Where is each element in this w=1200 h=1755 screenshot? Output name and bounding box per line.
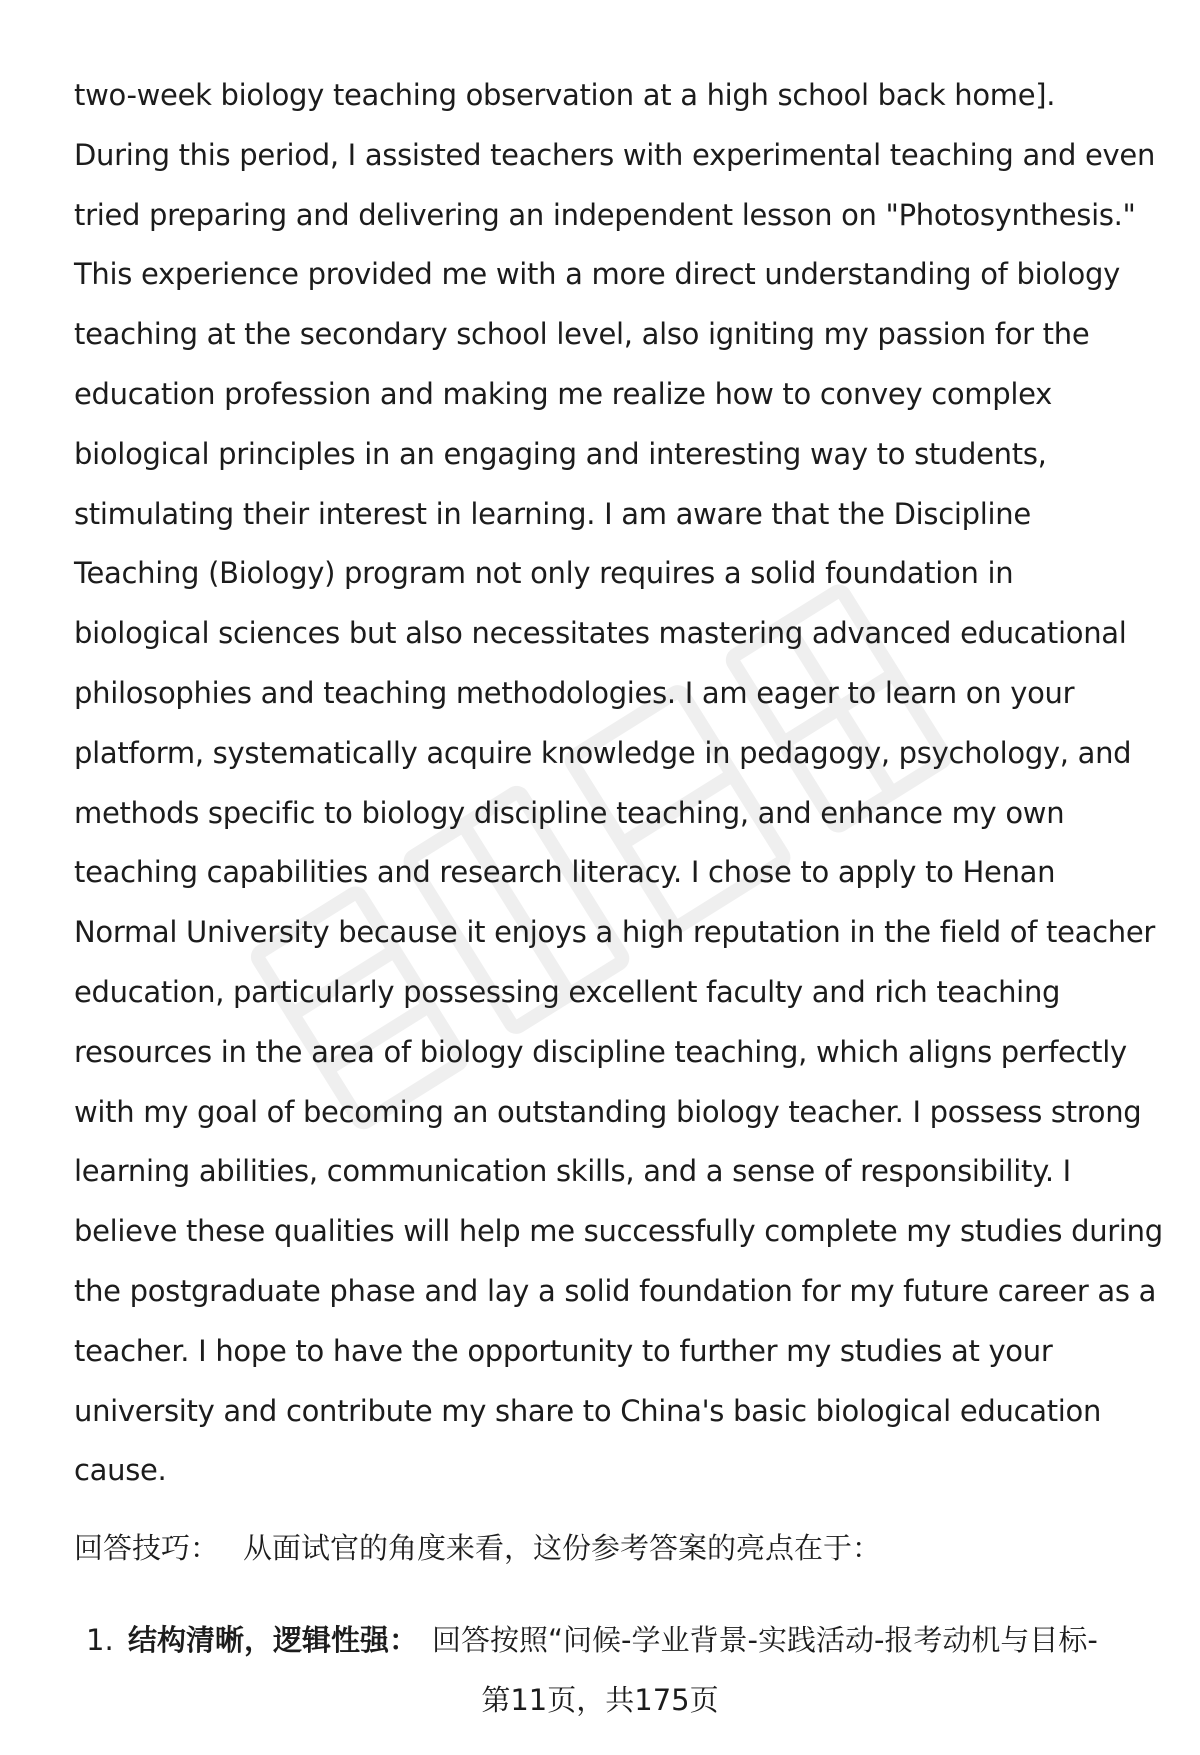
- point-text: 回答按照“问候-学业背景-实践活动-报考动机与目标-: [432, 1623, 1098, 1657]
- highlight-point: [86, 1620, 1176, 1660]
- body-line: learning abilities, communication skills, and a sense of responsibility. I: [74, 1154, 1071, 1189]
- body-line: teaching capabilities and research literacy. I chose to apply to Henan: [74, 855, 1056, 890]
- body-line: stimulating their interest in learning. I am aware that the Discipline: [74, 496, 1031, 531]
- body-line: Teaching (Biology) program not only requires a solid foundation in: [74, 556, 1014, 591]
- body-line: platform, systematically acquire knowledge in pedagogy, psychology, and: [74, 735, 1132, 770]
- body-line: cause.: [74, 1453, 167, 1488]
- body-line: with my goal of becoming an outstanding biology teacher. I possess strong: [74, 1094, 1142, 1129]
- body-line: Normal University because it enjoys a high reputation in the field of teacher: [74, 915, 1155, 950]
- body-line: This experience provided me with a more direct understanding of biology: [74, 257, 1120, 292]
- body-line: education, particularly possessing excellent faculty and rich teaching: [74, 974, 1061, 1009]
- body-line: university and contribute my share to China's basic biological education: [74, 1393, 1102, 1428]
- body-line: education profession and making me realize how to convey complex: [74, 376, 1053, 411]
- body-line: methods specific to biology discipline teaching, and enhance my own: [74, 795, 1065, 830]
- body-line: the postgraduate phase and lay a solid foundation for my future career as a: [74, 1273, 1157, 1308]
- body-line: teacher. I hope to have the opportunity to further my studies at your: [74, 1333, 1053, 1368]
- tips-text: 从面试官的角度来看，这份参考答案的亮点在于：: [243, 1531, 882, 1565]
- body-line: philosophies and teaching methodologies. I am eager to learn on your: [74, 675, 1075, 710]
- body-line: two-week biology teaching observation at a high school back home].: [74, 78, 1056, 112]
- body-line: biological principles in an engaging and interesting way to students,: [74, 436, 1047, 471]
- page-footer: [0, 1680, 1200, 1720]
- point-title: 结构清晰，逻辑性强：: [128, 1623, 419, 1657]
- body-line: During this period, I assisted teachers with experimental teaching and even: [74, 137, 1156, 172]
- body-line: biological sciences but also necessitates mastering advanced educational: [74, 616, 1127, 651]
- answer-tips: [74, 1528, 881, 1568]
- body-line: teaching at the secondary school level, also igniting my passion for the: [74, 317, 1090, 352]
- body-line: believe these qualities will help me successfully complete my studies during: [74, 1214, 1163, 1249]
- page-number: 第11页，共175页: [481, 1683, 719, 1717]
- body-line: tried preparing and delivering an independent lesson on "Photosynthesis.": [74, 197, 1136, 232]
- body-line: resources in the area of biology discipline teaching, which aligns perfectly: [74, 1034, 1127, 1069]
- tips-label: 回答技巧：: [74, 1531, 220, 1565]
- point-number: 1.: [86, 1623, 114, 1657]
- answer-body: [74, 66, 1163, 1501]
